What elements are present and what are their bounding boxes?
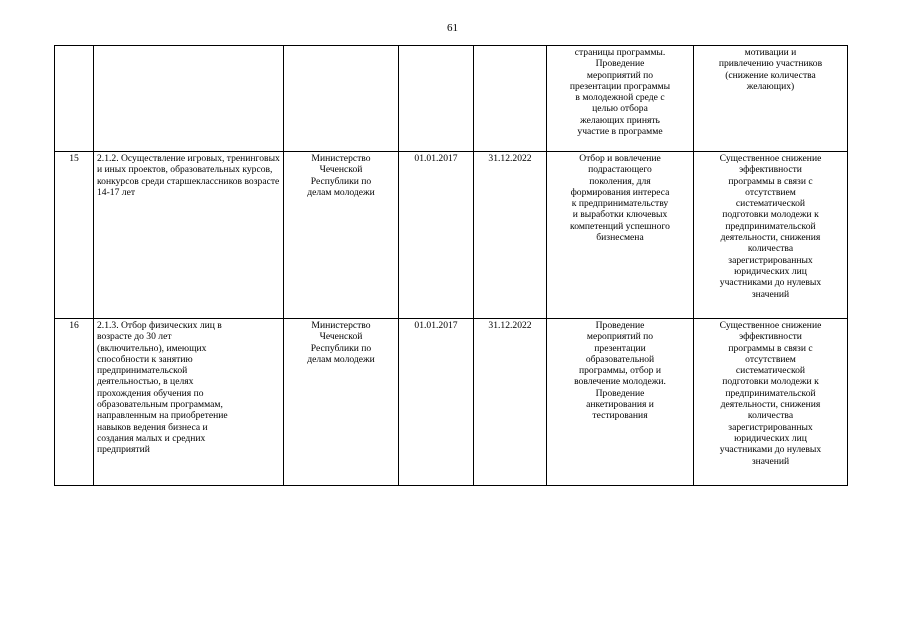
consequences-cell: Существенное снижение эффективности программы в связи с отсутствием систематической подготовки молодежи к предпринимательской деятельности, снижения количества зарегистрированных юридических лиц участниками до нулевых значений xyxy=(694,152,848,319)
measure-cell: 2.1.2. Осуществление игровых, тренинговых и иных проектов, образовательных курсов, конкурсов среди старшеклассников возрасте 14-17 лет xyxy=(94,152,284,319)
page-number: 61 xyxy=(447,22,458,34)
start-date-cell: 01.01.2017 xyxy=(399,152,474,319)
end-date-cell: 31.12.2022 xyxy=(474,152,547,319)
measure-cell: 2.1.3. Отбор физических лиц в возрасте до 30 лет (включительно), имеющих способности к занятию предпринимательской деятельностью, в целях прохождения обучения по образовательным программам, направленным на приобретение навыков ведения бизнеса и создания малых и средних предприятий xyxy=(94,319,284,486)
expected-result-cell: Отбор и вовлечение подрастающего поколения, для формирования интереса к предпринимательству и выработки ключевых компетенций успешного бизнесмена xyxy=(547,152,694,319)
executor-cell xyxy=(284,46,399,152)
table-row xyxy=(55,319,848,486)
consequences-cell: мотивации и привлечению участников (снижение количества желающих) xyxy=(694,46,848,152)
row-number-cell: 15 xyxy=(55,152,94,319)
executor-cell: Министерство Чеченской Республики по делам молодежи xyxy=(284,152,399,319)
end-date-cell: 31.12.2022 xyxy=(474,319,547,486)
start-date-cell xyxy=(399,46,474,152)
measures-table xyxy=(54,45,848,486)
start-date-cell: 01.01.2017 xyxy=(399,319,474,486)
measure-cell xyxy=(94,46,284,152)
table-row xyxy=(55,152,848,319)
row-number-cell xyxy=(55,46,94,152)
consequences-cell: Существенное снижение эффективности программы в связи с отсутствием систематической подготовки молодежи к предпринимательской деятельности, снижения количества зарегистрированных юридических лиц участниками до нулевых значений xyxy=(694,319,848,486)
expected-result-cell: Проведение мероприятий по презентации образовательной программы, отбор и вовлечение молодежи. Проведение анкетирования и тестирования xyxy=(547,319,694,486)
row-number-cell: 16 xyxy=(55,319,94,486)
expected-result-cell: страницы программы. Проведение мероприятий по презентации программы в молодежной среде с целью отбора желающих принять участие в программе xyxy=(547,46,694,152)
end-date-cell xyxy=(474,46,547,152)
executor-cell: Министерство Чеченской Республики по делам молодежи xyxy=(284,319,399,486)
table-row xyxy=(55,46,848,152)
